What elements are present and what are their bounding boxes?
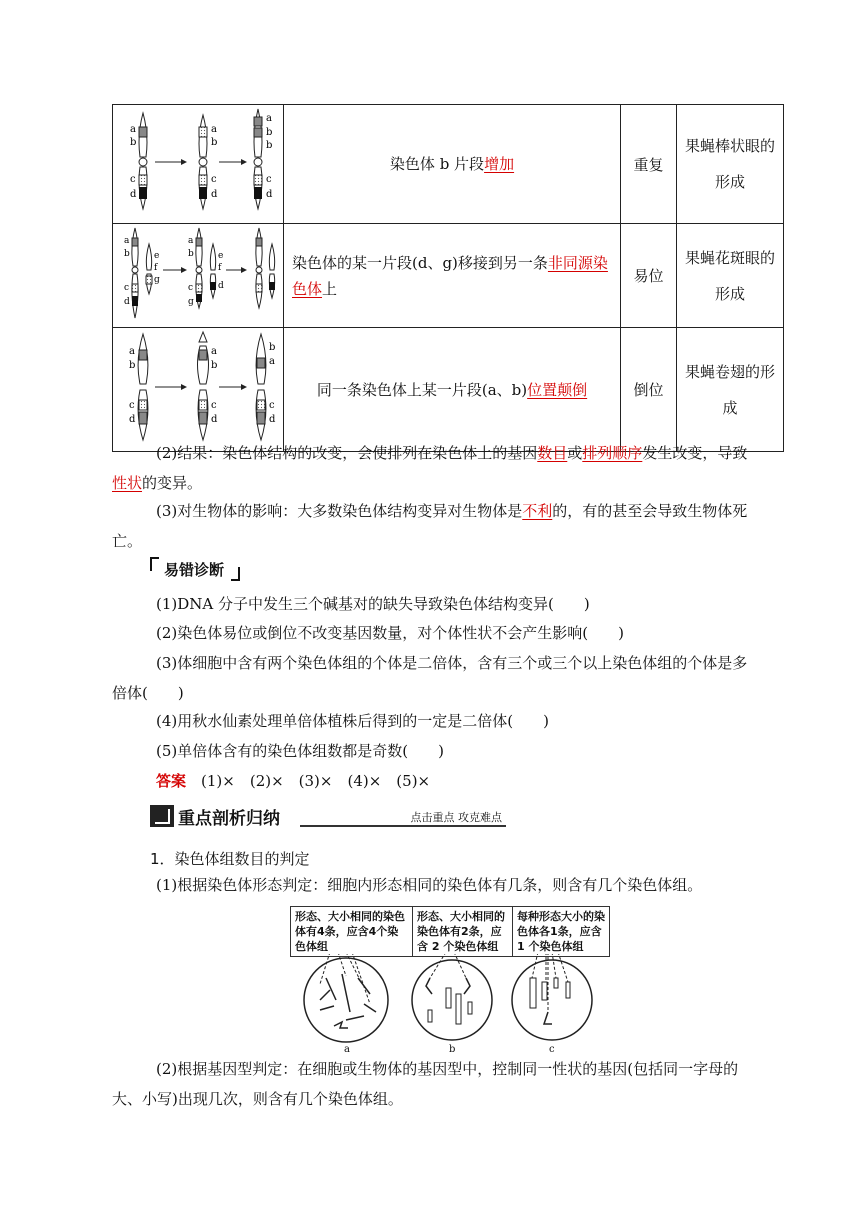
answer-label: 答案 bbox=[156, 772, 187, 790]
label-b: b bbox=[211, 137, 218, 148]
banner-icon bbox=[150, 805, 174, 827]
label-c: c bbox=[124, 283, 130, 293]
inversion-chromosome-figure bbox=[113, 328, 283, 447]
rule-paragraph-2: (2)根据基因型判定：在细胞或生物体的基因型中，控制同一性状的基因(包括同一字母的大、小写)出现几次，则含有几个染色体组。 bbox=[112, 1060, 739, 1108]
label-a: a bbox=[269, 356, 275, 367]
callout-c: 每种形态大小的染色体各1条，应含 1 个染色体组 bbox=[512, 906, 610, 957]
cell-b bbox=[412, 954, 492, 1040]
label-a: a bbox=[266, 113, 272, 124]
label-e: e bbox=[154, 251, 160, 261]
answer-text: (1)× (2)× (3)× (4)× (5)× bbox=[201, 772, 431, 790]
chromosome-duplicated bbox=[254, 109, 262, 209]
keyword: 不利 bbox=[522, 502, 553, 520]
chromosome-middle bbox=[199, 115, 207, 209]
label-e: e bbox=[218, 251, 224, 261]
keyword: 数目 bbox=[537, 444, 568, 462]
label-b: b bbox=[211, 360, 218, 371]
bracket-right-icon bbox=[231, 567, 240, 581]
caption-a: a bbox=[344, 1044, 350, 1055]
label-b: b bbox=[130, 137, 137, 148]
section-heading: 1．染色体组数目的判定 bbox=[150, 850, 310, 868]
desc-text-end: 上 bbox=[322, 279, 338, 298]
label-a: a bbox=[211, 346, 217, 357]
label-d: d bbox=[124, 297, 130, 307]
banner-subtitle: 点击重点 攻克难点 bbox=[410, 811, 502, 824]
label-a: a bbox=[130, 124, 136, 135]
chromosome-original bbox=[139, 113, 147, 209]
label-c: c bbox=[211, 174, 217, 185]
desc-keyword: 非同源染色体 bbox=[292, 253, 608, 298]
diagnosis-tag bbox=[150, 555, 240, 583]
question-item: (1)DNA 分子中发生三个碱基对的缺失导致染色体结构变异( ) bbox=[156, 595, 590, 613]
label-b: b bbox=[266, 127, 273, 138]
table-row-inversion bbox=[113, 328, 784, 452]
label-b: b bbox=[124, 249, 130, 259]
text: 的，有的甚至会导致生物体死亡。 bbox=[112, 502, 748, 550]
callout-a: 形态、大小相同的染色体有4条，应含4个染色体组 bbox=[290, 906, 414, 957]
inversion-description bbox=[284, 328, 621, 452]
label-c: c bbox=[129, 400, 135, 411]
translocation-type: 易位 bbox=[621, 224, 677, 328]
inversion-type: 倒位 bbox=[621, 328, 677, 452]
desc-text: 染色体的某一片段(d、g)移接到另一条 bbox=[292, 253, 548, 272]
desc-keyword: 增加 bbox=[484, 155, 515, 173]
effect-paragraph bbox=[112, 496, 752, 556]
cell-c bbox=[512, 954, 592, 1040]
question-item: (2)染色体易位或倒位不改变基因数量，对个体性状不会产生影响( ) bbox=[156, 624, 624, 642]
label-d: d bbox=[129, 414, 136, 425]
label-d: d bbox=[211, 189, 218, 200]
section-banner bbox=[150, 805, 506, 829]
label-a: a bbox=[129, 346, 135, 357]
label-b: b bbox=[269, 342, 276, 353]
label-c: c bbox=[211, 400, 217, 411]
caption-c: c bbox=[549, 1044, 555, 1055]
label-d: d bbox=[130, 189, 137, 200]
diagnosis-tag-label: 易错诊断 bbox=[164, 561, 225, 579]
translocation-description bbox=[284, 224, 621, 328]
banner-title: 重点剖析归纳 bbox=[178, 809, 280, 829]
result-paragraph bbox=[112, 438, 752, 498]
table-row-translocation bbox=[113, 224, 784, 328]
duplication-diagram bbox=[113, 105, 284, 224]
label-d: d bbox=[269, 414, 276, 425]
text: 或 bbox=[567, 444, 583, 462]
translocation-example: 果蝇花斑眼的形成 bbox=[677, 224, 784, 328]
label-g: g bbox=[154, 275, 160, 285]
mutation-table bbox=[112, 104, 784, 452]
label-d: d bbox=[218, 281, 224, 291]
cell-a bbox=[304, 954, 388, 1042]
inversion-example: 果蝇卷翅的形成 bbox=[677, 328, 784, 452]
text: 发生改变，导致 bbox=[642, 444, 748, 462]
label-a: a bbox=[188, 236, 194, 246]
duplication-example: 果蝇棒状眼的形成 bbox=[677, 105, 784, 224]
duplication-chromosome-figure bbox=[113, 105, 283, 219]
label-d: d bbox=[266, 189, 273, 200]
cell-figure bbox=[290, 954, 610, 1046]
label-d: d bbox=[211, 414, 218, 425]
caption-b: b bbox=[449, 1044, 456, 1055]
label-a: a bbox=[211, 124, 217, 135]
desc-text: 同一条染色体上某一片段(a、b) bbox=[316, 380, 528, 399]
keyword: 排列顺序 bbox=[582, 444, 643, 462]
label-b: b bbox=[266, 140, 273, 151]
label-a: a bbox=[124, 236, 130, 246]
question-item: (5)单倍体含有的染色体组数都是奇数( ) bbox=[156, 742, 444, 760]
inversion-diagram bbox=[113, 328, 284, 452]
label-f: f bbox=[218, 263, 222, 273]
translocation-chromosome-figure bbox=[113, 224, 283, 323]
label-b: b bbox=[129, 360, 136, 371]
label-b: b bbox=[188, 249, 194, 259]
label-c: c bbox=[266, 174, 272, 185]
rule-paragraph-1: (1)根据染色体形态判定：细胞内形态相同的染色体有几条，则含有几个染色体组。 bbox=[156, 876, 703, 894]
label-c: c bbox=[130, 174, 136, 185]
table-row-duplication bbox=[113, 105, 784, 224]
label-c: c bbox=[269, 400, 275, 411]
text: (3)对生物体的影响：大多数染色体结构变异对生物体是 bbox=[156, 502, 523, 520]
question-item: (3)体细胞中含有两个染色体组的个体是二倍体，含有三个或三个以上染色体组的个体是多倍体( ) bbox=[112, 654, 748, 702]
text: 的变异。 bbox=[142, 474, 203, 492]
desc-text: 染色体 b 片段 bbox=[389, 155, 485, 173]
label-g: g bbox=[188, 297, 194, 307]
banner-underline bbox=[300, 825, 506, 827]
label-f: f bbox=[154, 263, 158, 273]
bracket-left-icon bbox=[150, 557, 159, 571]
desc-keyword: 位置颠倒 bbox=[527, 380, 588, 399]
duplication-description bbox=[284, 105, 621, 224]
duplication-type: 重复 bbox=[621, 105, 677, 224]
text: (2)结果：染色体结构的改变，会使排列在染色体上的基因 bbox=[156, 444, 538, 462]
callout-b: 形态、大小相同的染色体有2条，应含 2 个染色体组 bbox=[412, 906, 514, 957]
label-c: c bbox=[188, 283, 194, 293]
answer-line bbox=[112, 766, 752, 796]
translocation-diagram bbox=[113, 224, 284, 328]
question-item: (4)用秋水仙素处理单倍体植株后得到的一定是二倍体( ) bbox=[156, 712, 549, 730]
keyword: 性状 bbox=[112, 474, 143, 492]
